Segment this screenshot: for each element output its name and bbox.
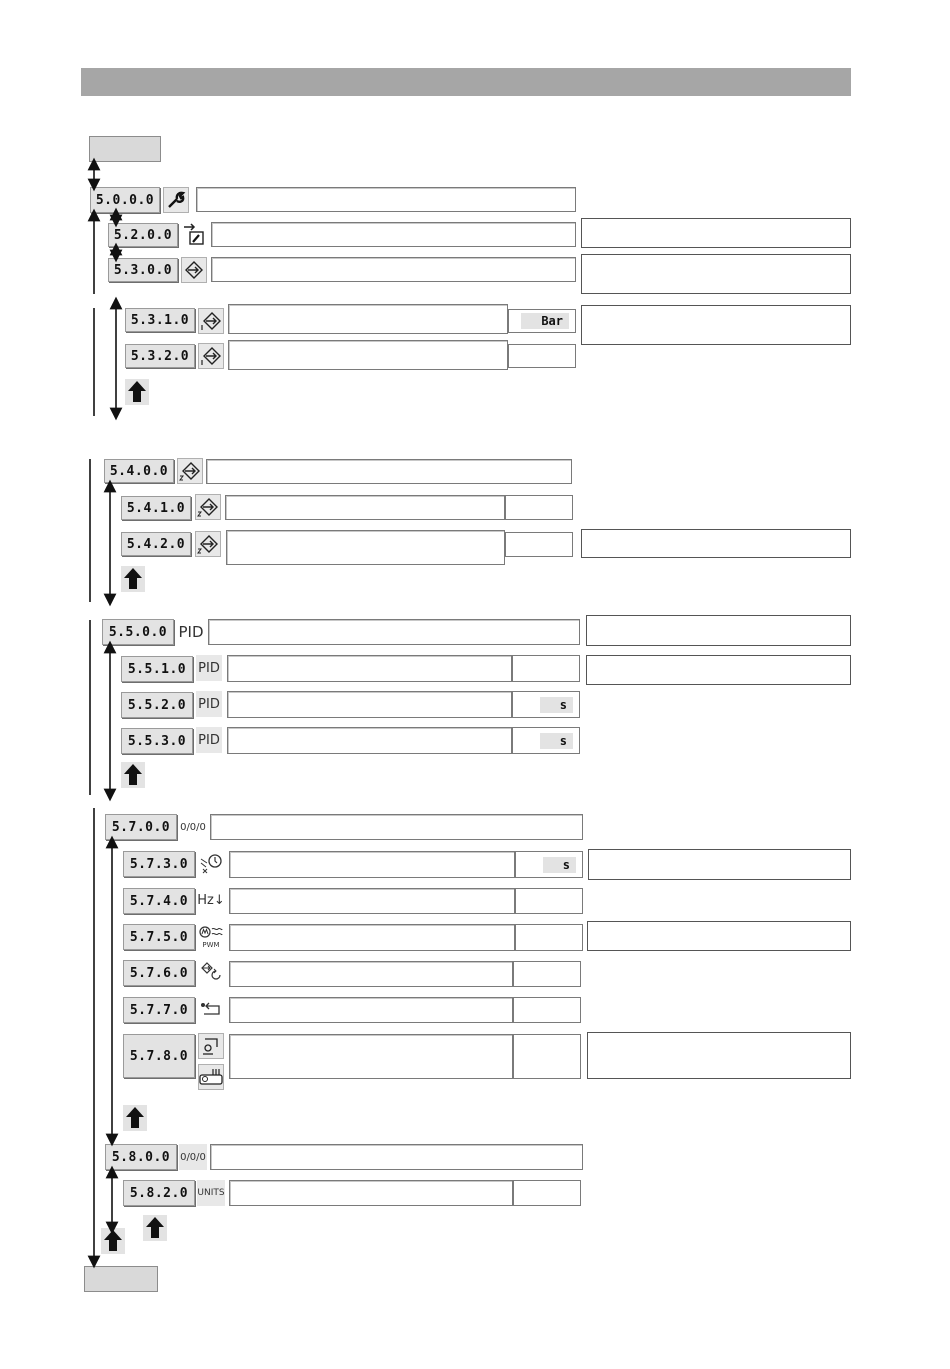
menu-code-5000[interactable]: 5.0.0.0 <box>90 187 160 213</box>
sensor-1-icon <box>198 308 224 334</box>
menu-code-5400[interactable]: 5.4.0.0 <box>104 459 174 483</box>
back-arrow-icon[interactable] <box>123 1105 147 1131</box>
unit-5820 <box>513 1180 581 1206</box>
wrench-icon <box>163 187 189 213</box>
unit-5760 <box>513 961 581 987</box>
field-5410[interactable] <box>225 495 505 520</box>
field-5530[interactable] <box>227 727 512 754</box>
menu-code-5520[interactable]: 5.5.2.0 <box>121 692 193 718</box>
field-5300[interactable] <box>211 257 576 282</box>
note-5300 <box>581 254 851 294</box>
exit-menu-box[interactable] <box>84 1266 158 1292</box>
pwm-label: PWM <box>202 941 220 949</box>
field-5310[interactable] <box>228 304 508 334</box>
menu-code-5200[interactable]: 5.2.0.0 <box>108 223 178 247</box>
menu-code-5760[interactable]: 5.7.6.0 <box>123 960 195 986</box>
field-5520[interactable] <box>227 691 512 718</box>
back-arrow-icon[interactable] <box>101 1228 125 1254</box>
unit-5410 <box>505 495 573 520</box>
menu-code-5700[interactable]: 5.7.0.0 <box>105 814 177 840</box>
note-5310 <box>581 305 851 345</box>
note-5420 <box>581 529 851 558</box>
back-arrow-icon[interactable] <box>121 566 145 592</box>
field-5770[interactable] <box>229 997 513 1023</box>
pid-d-icon: PID <box>196 727 222 753</box>
digital-io-icon: 0/0/0 <box>180 821 206 833</box>
field-5780[interactable] <box>229 1034 513 1079</box>
pid-p-icon: PID <box>196 655 222 681</box>
unit-value-5310: Bar <box>521 313 569 329</box>
pid-i-icon: PID <box>196 691 222 717</box>
rotation-sensor-icon <box>198 959 224 985</box>
down-arrow-icon: ↓ <box>213 892 225 908</box>
valve-icon <box>198 1033 224 1059</box>
note-5750 <box>587 921 851 951</box>
hz-label: Hz <box>197 892 214 908</box>
unit-5510 <box>512 655 580 682</box>
sensor-input-2b-icon <box>195 531 221 557</box>
menu-code-5500[interactable]: 5.5.0.0 <box>102 619 174 645</box>
unit-5770 <box>513 997 581 1023</box>
unit-5320 <box>508 344 576 368</box>
sensor-icon <box>181 257 207 283</box>
menu-code-5510[interactable]: 5.5.1.0 <box>121 656 193 682</box>
back-arrow-icon[interactable] <box>125 379 149 405</box>
menu-code-5300[interactable]: 5.3.0.0 <box>108 258 178 282</box>
unit-5740 <box>515 888 583 914</box>
field-5730[interactable] <box>229 851 515 878</box>
unit-5310 <box>508 309 576 333</box>
menu-code-5780[interactable]: 5.7.8.0 <box>123 1034 195 1078</box>
menu-code-5730[interactable]: 5.7.3.0 <box>123 851 195 877</box>
menu-code-5420[interactable]: 5.4.2.0 <box>121 532 191 556</box>
unit-value-5520: s <box>540 697 573 713</box>
back-arrow-icon[interactable] <box>121 762 145 788</box>
field-5200[interactable] <box>211 222 576 247</box>
unit-5750 <box>515 924 583 951</box>
menu-code-5410[interactable]: 5.4.1.0 <box>121 496 191 520</box>
note-5730 <box>588 849 851 880</box>
back-arrow-icon[interactable] <box>143 1215 167 1241</box>
settings-transfer-icon <box>181 221 207 247</box>
field-5320[interactable] <box>228 340 508 370</box>
units-icon: UNITS <box>197 1180 225 1206</box>
unit-5530 <box>512 727 580 754</box>
field-5700[interactable] <box>210 814 583 840</box>
pid-icon: PID <box>178 623 204 641</box>
unit-5420 <box>505 532 573 557</box>
pwm-motor-icon <box>198 922 224 952</box>
unit-value-5730: s <box>543 857 576 873</box>
field-5510[interactable] <box>227 655 512 682</box>
menu-code-5820[interactable]: 5.8.2.0 <box>123 1180 195 1206</box>
pump-heater-icon <box>198 1064 224 1090</box>
menu-code-5530[interactable]: 5.5.3.0 <box>121 728 193 754</box>
field-5420[interactable] <box>226 530 505 565</box>
field-5500[interactable] <box>208 619 580 645</box>
unit-5520 <box>512 691 580 718</box>
sensor-input-2-icon <box>177 458 203 484</box>
sensor-input-2a-icon <box>195 494 221 520</box>
note-5780 <box>587 1032 851 1079</box>
note-5500 <box>586 615 851 646</box>
field-5000[interactable] <box>196 187 576 212</box>
sensor-2-icon <box>198 343 224 369</box>
menu-code-5320[interactable]: 5.3.2.0 <box>125 344 195 368</box>
return-icon <box>198 996 224 1022</box>
menu-code-5800[interactable]: 5.8.0.0 <box>105 1144 177 1170</box>
field-5400[interactable] <box>206 459 572 484</box>
field-5820[interactable] <box>229 1180 513 1206</box>
section-header-bar <box>81 68 851 96</box>
digital-io-2-icon: 0/0/0 <box>179 1144 207 1170</box>
note-5510 <box>586 655 851 685</box>
frequency-down-icon <box>198 887 224 913</box>
unit-5730 <box>515 851 583 878</box>
field-5760[interactable] <box>229 961 513 987</box>
menu-code-5740[interactable]: 5.7.4.0 <box>123 888 195 914</box>
menu-code-5750[interactable]: 5.7.5.0 <box>123 924 195 950</box>
field-5800[interactable] <box>210 1144 583 1170</box>
parent-menu-box[interactable] <box>89 136 161 162</box>
note-5200 <box>581 218 851 248</box>
menu-code-5770[interactable]: 5.7.7.0 <box>123 997 195 1023</box>
timer-icon <box>198 850 224 876</box>
unit-5780 <box>513 1034 581 1079</box>
menu-code-5310[interactable]: 5.3.1.0 <box>125 308 195 332</box>
unit-value-5530: s <box>540 733 573 749</box>
field-5750[interactable] <box>229 924 515 951</box>
field-5740[interactable] <box>229 888 515 914</box>
